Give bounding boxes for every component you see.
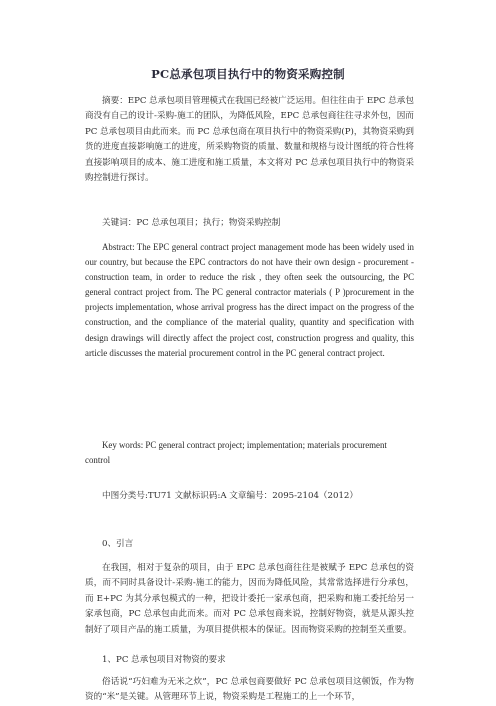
keywords-cn-text: 关键词：PC 总承包项目；执行；物资采购控制 bbox=[102, 218, 281, 228]
classification-line bbox=[85, 489, 414, 504]
classification-text: 中图分类号:TU71 文献标识码:A 文章编号：2095-2104（2012） bbox=[102, 491, 358, 501]
abstract-cn-text: 摘要：EPC 总承包项目管理模式在我国已经被广泛运用。但往往由于 EPC 总承包商没有自己的设计-采购-施工的团队，为降低风险，EPC 总承包商往往寻求外包，因而 PC 总承包项目由此而来。而 PC 总承包商在项目执行中的物资采购(P)，其物资采购到货的进度直接影响施工的进度，所采购物资的质量、数量和规格与设计图纸的符合性将直接影响项目的成本、施工进度和施工质量，本文将对 PC 总承包项目执行中的物资采购控制进行探讨。 bbox=[85, 96, 414, 184]
section-0-heading bbox=[85, 537, 414, 552]
section-1-body bbox=[85, 675, 414, 706]
keywords-cn bbox=[85, 216, 414, 231]
keywords-en bbox=[85, 438, 414, 468]
section-1-heading-text: 1、PC 总承包项目对物资的要求 bbox=[102, 655, 226, 665]
abstract-en bbox=[85, 240, 414, 361]
section-0-heading-text: 0、引言 bbox=[102, 539, 134, 549]
paper-title: PC总承包项目执行中的物资采购控制 bbox=[151, 67, 345, 81]
section-1-heading bbox=[85, 653, 414, 668]
section-1-body-text: 俗话说“巧妇难为无米之炊”，PC 总承包商要做好 PC 总承包项目这顿饭，作为物资的“米”是关键。从管理环节上说，物资采购是工程施工的上一个环节， bbox=[85, 677, 414, 703]
section-0-body-text: 在我国，相对于复杂的项目，由于 EPC 总承包商往往是被赋予 EPC 总承包的资质，而不同时具备设计-采购-施工的能力，因而为降低风险，其常常选择进行分承包，而 E+PC 为其分承包模式的一种，把设计委托一家承包商，把采购和施工委托给另一家承包商，PC 总承包由此而来。而对 PC 总承包商来说，控制好物资，就是从源头控制好了项目产品的施工质量，为项目提供根本的保证。因而物资采购的控制至关重要。 bbox=[85, 563, 414, 635]
abstract-en-text: Abstract: The EPC general contract project management mode has been widely used in our country, but because the EPC contractors do not have their own design - procurement - construction team, in order to reduce the risk , they often seek the outsourcing, the PC general contract project from. The PC general contractor materials ( P )procurement in the projects implementation, whose arrival progress has the direct impact on the progress of the construction, and the compliance of the material quality, quantity and specification with design drawings will directly affect the project cost, construction progress and quality, this article discusses the material procurement control in the PC general contract project. bbox=[85, 242, 414, 358]
section-0-body bbox=[85, 561, 414, 638]
abstract-cn bbox=[85, 94, 414, 186]
keywords-en-text: Key words: PC general contract project; implementation; materials procurement control bbox=[85, 440, 387, 466]
